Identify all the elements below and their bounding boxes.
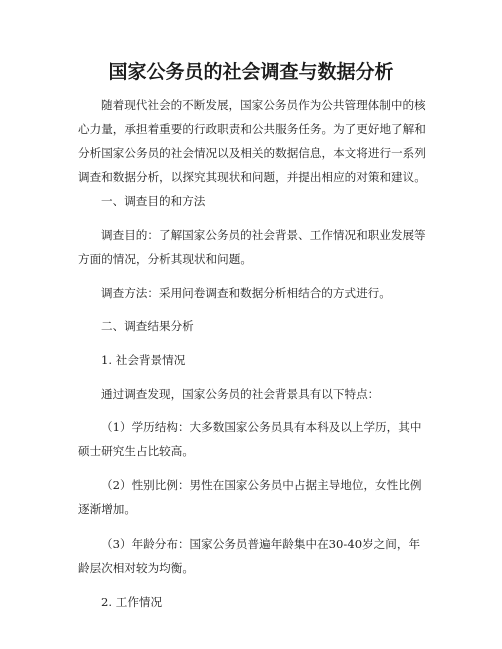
document-title: 国家公务员的社会调查与数据分析 <box>108 61 394 83</box>
section-heading-2: 二、调查结果分析 <box>101 319 194 333</box>
subsection-heading-2: 2. 工作情况 <box>101 595 163 609</box>
survey-purpose-paragraph: 调查目的：了解国家公务员的社会背景、工作情况和职业发展等方面的情况，分析其现状和问题。 <box>78 228 426 266</box>
background-intro-paragraph: 通过调查发现，国家公务员的社会背景具有以下特点： <box>101 387 380 401</box>
subsection-heading-1: 1. 社会背景情况 <box>101 353 186 367</box>
age-paragraph: （3）年龄分布：国家公务员普遍年龄集中在30-40岁之间，年龄层次相对较为均衡。 <box>78 537 421 575</box>
section-heading-1: 一、调查目的和方法 <box>101 194 206 208</box>
survey-method-paragraph: 调查方法：采用问卷调查和数据分析相结合的方式进行。 <box>101 286 391 300</box>
education-paragraph: （1）学历结构：大多数国家公务员具有本科及以上学历，其中硕士研究生占比较高。 <box>78 420 422 458</box>
intro-paragraph: 随着现代社会的不断发展，国家公务员作为公共管理体制中的核心力量，承担着重要的行政职责和公共服务任务。为了更好地了解和分析国家公务员的社会情况以及相关的数据信息，本文将进行一系列调查和数据分析，以探究其现状和问题，并提出相应的对策和建议。 <box>78 98 426 184</box>
gender-paragraph: （2）性别比例：男性在国家公务员中占据主导地位，女性比例逐渐增加。 <box>78 478 422 516</box>
